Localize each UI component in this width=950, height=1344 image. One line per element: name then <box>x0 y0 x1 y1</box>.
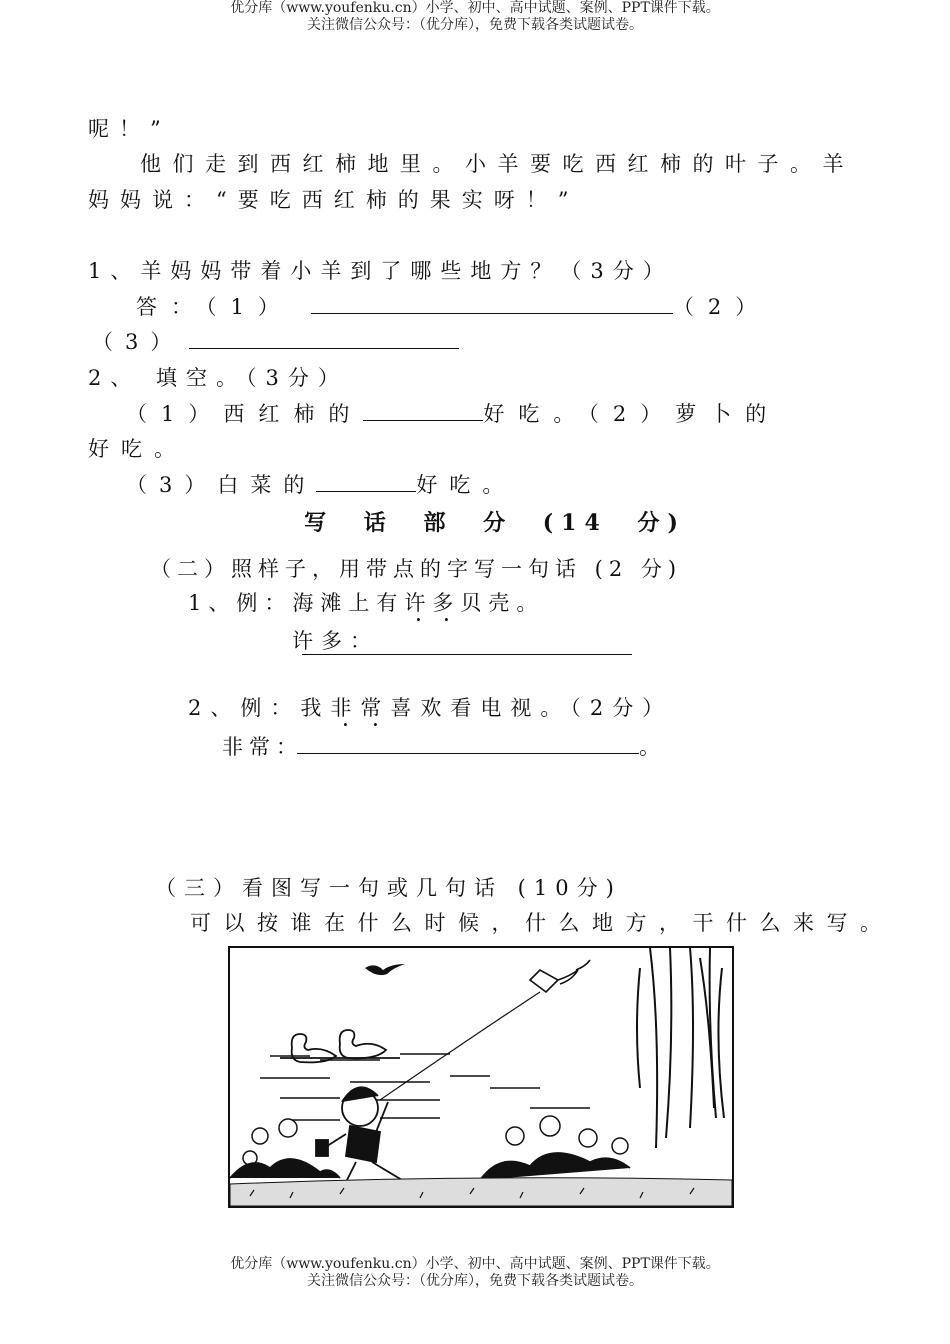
ex1-answer-blank[interactable] <box>302 634 632 655</box>
header-top-line2: 关注微信公众号：（优分库），免费下载各类试题试卷。 <box>307 17 643 33</box>
ex2-end: 。 <box>639 735 666 759</box>
q1-item3: （3） <box>92 330 184 354</box>
q1-blank-1[interactable] <box>311 293 673 314</box>
ex1-dot-char-1: 许 <box>404 591 433 615</box>
writing-title: 写 话 部 分 (14 分) <box>304 510 686 536</box>
q2-part1-pre: （1）西红柿的 <box>126 402 364 426</box>
q2-part1-post: 好吃。（2）萝卜的 <box>483 402 781 426</box>
ducks-icon <box>280 1030 400 1062</box>
ex1-post: 贝壳。 <box>460 591 545 615</box>
q1-item3-row <box>92 328 459 355</box>
flowers-center-icon <box>480 1116 630 1180</box>
q1-answer-row <box>136 293 770 320</box>
bird-icon <box>365 964 405 975</box>
passage-line-b: 他们走到西红柿地里。小羊要吃西红柿的叶子。羊 <box>140 152 855 176</box>
q1-blank-3[interactable] <box>189 328 459 349</box>
ex2-answer-row <box>222 733 666 760</box>
header-bottom-line2: 关注微信公众号：（优分库），免费下载各类试题试卷。 <box>307 1273 643 1289</box>
water-ripples-icon <box>260 1054 590 1120</box>
ex2-pre: 2、例：我 <box>188 696 331 720</box>
ex2-dot-char-2: 常 <box>360 696 391 720</box>
q1-item2: （2） <box>672 295 771 319</box>
ex1-pre: 1、例：海滩上有 <box>188 591 405 615</box>
q1-answer-label: 答：（1） <box>136 295 293 319</box>
ex2-word: 非常： <box>222 735 303 759</box>
kite-icon <box>530 960 590 992</box>
sec3-title: （三）看图写一句或几句话 (10分) <box>155 876 622 900</box>
header-top-line1: 优分库（www.youfenku.cn）小学、初中、高中试题、案例、PPT课件下载。 <box>230 0 720 16</box>
q2-blank-3[interactable] <box>316 471 416 492</box>
willow-tree-icon <box>637 948 724 1148</box>
illustration-svg <box>230 948 732 1206</box>
q2-part3-post: 好吃。 <box>416 473 516 497</box>
header-bottom-line1: 优分库（www.youfenku.cn）小学、初中、高中试题、案例、PPT课件下载。 <box>230 1256 720 1272</box>
ex2-post: 喜欢看电视。（2分） <box>390 696 673 720</box>
q2-part3-pre: （3）白菜的 <box>126 473 317 497</box>
ex2-answer-blank[interactable] <box>297 733 639 754</box>
ex2-row <box>188 695 672 721</box>
q2-part1-row <box>126 400 780 427</box>
ex2-dot-char-1: 非 <box>330 696 361 720</box>
q2-blank-1[interactable] <box>363 400 483 421</box>
passage-line-a: 呢！” <box>88 117 171 141</box>
sec2-title: （二）照样子，用带点的字写一句话 (2 分) <box>150 557 683 581</box>
ex1-word: 许多： <box>292 629 379 653</box>
q2-part3-row <box>126 471 515 498</box>
q2-question: 2、 填空。（3分） <box>88 366 348 390</box>
ex1-dot-char-2: 多 <box>432 591 461 615</box>
header-bottom <box>0 1256 950 1290</box>
header-top <box>0 0 950 34</box>
sec3-hint: 可以按谁在什么时候，什么地方，干什么来写。 <box>190 911 894 935</box>
kite-string-icon <box>380 992 540 1100</box>
ground-icon <box>230 1178 732 1206</box>
ex1-row <box>188 590 544 616</box>
q1-question: 1、羊妈妈带着小羊到了哪些地方？（3分） <box>88 259 673 283</box>
q2-part1-cont: 好吃。 <box>88 437 187 461</box>
kite-flying-illustration <box>228 946 734 1208</box>
passage-line-c: 妈妈说：“要吃西红柿的果实呀！” <box>88 188 580 212</box>
